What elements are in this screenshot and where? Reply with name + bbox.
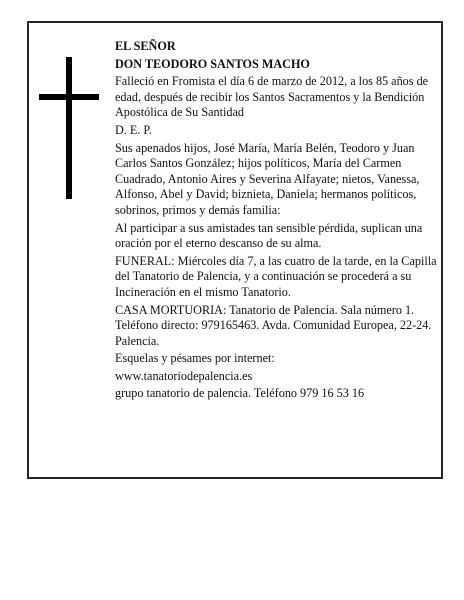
latin-cross-icon	[39, 57, 99, 199]
deceased-name: DON TEODORO SANTOS MACHO	[115, 56, 310, 71]
website-link: www.tanatoriodepalencia.es	[115, 368, 253, 383]
notice-text	[115, 39, 441, 404]
prayer-request: Al participar a sus amistades tan sensible pérdida, suplican una oración por el eterno descanso de su alma.	[115, 220, 423, 251]
cross-vertical-bar	[66, 57, 72, 199]
cross-horizontal-bar	[39, 94, 99, 100]
death-details: Falleció en Fromista el día 6 de marzo de 2012, a los 85 años de edad, después de recibir los Santos Sacramentos y la Bendición Apostólica de Su Santidad	[115, 74, 429, 120]
family-list: Sus apenados hijos, José María, María Belén, Teodoro y Juan Carlos Santos González; hijos políticos, María del Carmen Cuadrado, Antonio Aires y Severina Alfayate; nietos, Vanessa, Alfonso, Abel y David; biznieta, Daniela; hermanos políticos, sobrinos, primos y demás familia:	[115, 140, 420, 217]
rip-line: D. E. P.	[115, 122, 152, 137]
condolences-label: Esquelas y pésames por internet:	[115, 351, 275, 366]
funeral-details: FUNERAL: Miércoles día 7, a las cuatro de la tarde, en la Capilla del Tanatorio de Palencia, y a continuación se procederá a su Incineración en el mismo Tanatorio.	[115, 253, 437, 299]
mortuary-details: CASA MORTUORIA: Tanatorio de Palencia. Sala número 1. Teléfono directo: 979165463. Avda. Comunidad Europea, 22-24. Palencia.	[115, 302, 432, 348]
obituary-notice	[27, 21, 443, 479]
funeral-home-phone: grupo tanatorio de palencia. Teléfono 979 16 53 16	[115, 386, 365, 401]
deceased-title: EL SEÑOR	[115, 39, 176, 53]
